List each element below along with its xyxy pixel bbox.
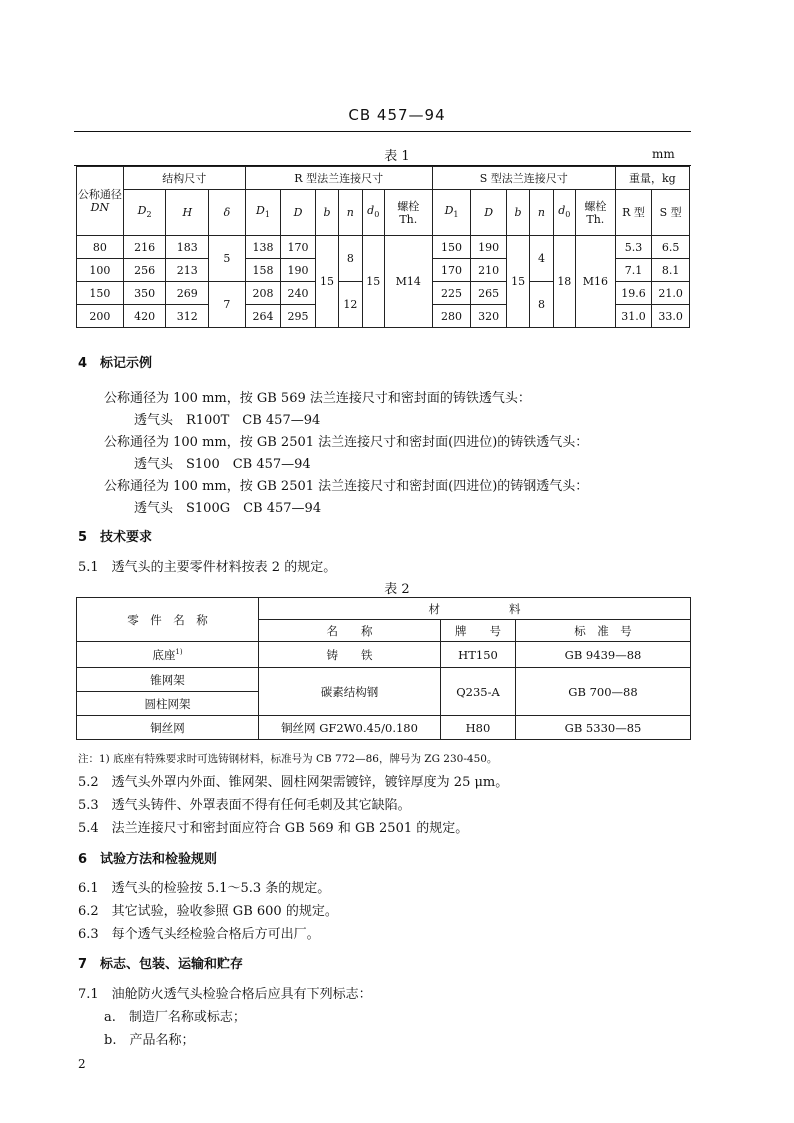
cell-r-d: 295	[281, 305, 316, 328]
cell-grade: Q235-A	[441, 668, 516, 716]
header-delta: δ	[209, 190, 246, 236]
section-5-title: 5 技术要求	[78, 530, 153, 545]
cell-h: 312	[166, 305, 209, 328]
cell-s-n: 4	[530, 236, 553, 282]
cell-r-d0: 15	[362, 236, 384, 328]
dimension-table	[76, 166, 690, 328]
cell-standard: GB 9439—88	[516, 642, 691, 668]
header-s-d1: $D_1$	[432, 190, 471, 236]
materials-table	[76, 597, 691, 740]
header-s-b: b	[506, 190, 529, 236]
table2-title: 表 2	[384, 582, 410, 597]
paragraph: 5.4 法兰连接尺寸和密封面应符合 GB 569 和 GB 2501 的规定。	[78, 821, 469, 836]
cell-r-d: 170	[281, 236, 316, 259]
paragraph: 公称通径为 100 mm，按 GB 2501 法兰连接尺寸和密封面(四进位)的铸铁透气头：	[104, 435, 589, 450]
header-s-flange: S 型法兰连接尺寸	[432, 167, 615, 190]
cell-r-d1: 208	[245, 282, 281, 305]
cell-weight-r: 5.3	[615, 236, 652, 259]
paragraph: 5.2 透气头外罩内外面、锥网架、圆柱网架需镀锌，镀锌厚度为 25 μm。	[78, 775, 509, 790]
cell-standard: GB 700—88	[516, 668, 691, 716]
cell-s-bolt: M16	[576, 236, 616, 328]
paragraph: 透气头 S100G CB 457—94	[134, 501, 322, 516]
header-name: 名 称	[259, 620, 441, 642]
page-number: 2	[78, 1057, 86, 1071]
cell-r-d: 240	[281, 282, 316, 305]
header-h: H	[166, 190, 209, 236]
cell-weight-s: 8.1	[652, 259, 690, 282]
cell-r-bolt: M14	[384, 236, 432, 328]
cell-dn: 100	[77, 259, 124, 282]
paragraph: 5.3 透气头铸件、外罩表面不得有任何毛刺及其它缺陷。	[78, 798, 411, 813]
section-7-title: 7 标志、包装、运输和贮存	[78, 957, 244, 972]
cell-h: 213	[166, 259, 209, 282]
paragraph: 透气头 R100T CB 457—94	[134, 413, 321, 428]
paragraph: 公称通径为 100 mm，按 GB 2501 法兰连接尺寸和密封面(四进位)的铸钢透气头：	[104, 479, 589, 494]
header-weight: 重量，kg	[615, 167, 689, 190]
cell-grade: H80	[441, 716, 516, 740]
paragraph: 5.1 透气头的主要零件材料按表 2 的规定。	[78, 560, 337, 575]
header-part-name: 零 件 名 称	[77, 598, 259, 642]
paragraph: 6.2 其它试验，验收参照 GB 600 的规定。	[78, 904, 338, 919]
table-row	[77, 642, 691, 668]
header-grade: 牌 号	[441, 620, 516, 642]
header-s-d: D	[471, 190, 507, 236]
table2-note: 注：1) 底座有特殊要求时可选铸钢材料，标准号为 CB 772—86，牌号为 ZG 230-450。	[78, 753, 498, 765]
cell-r-d1: 158	[245, 259, 281, 282]
cell-s-n: 8	[530, 282, 553, 328]
list-item: b. 产品名称；	[104, 1033, 195, 1048]
table-row	[77, 668, 691, 692]
cell-r-n: 8	[339, 236, 362, 282]
cell-delta: 5	[209, 236, 246, 282]
cell-standard: GB 5330—85	[516, 716, 691, 740]
cell-d2: 420	[123, 305, 166, 328]
cell-name: 碳素结构钢	[259, 668, 441, 716]
cell-d2: 216	[123, 236, 166, 259]
header-structure: 结构尺寸	[123, 167, 245, 190]
section-4-title: 4 标记示例	[78, 356, 153, 371]
table1-title: 表 1	[384, 149, 410, 164]
cell-s-d: 265	[471, 282, 507, 305]
cell-s-d1: 170	[432, 259, 471, 282]
cell-part: 锥网架	[77, 668, 259, 692]
cell-s-d1: 280	[432, 305, 471, 328]
cell-s-d: 210	[471, 259, 507, 282]
paragraph: 公称通径为 100 mm，按 GB 569 法兰连接尺寸和密封面的铸铁透气头：	[104, 391, 531, 406]
header-r-d: D	[281, 190, 316, 236]
cell-s-b: 15	[506, 236, 529, 328]
cell-d2: 350	[123, 282, 166, 305]
cell-s-d: 320	[471, 305, 507, 328]
cell-r-d1: 264	[245, 305, 281, 328]
cell-part: 铜丝网	[77, 716, 259, 740]
cell-weight-r: 7.1	[615, 259, 652, 282]
cell-name: 铜丝网 GF2W0.45/0.180	[259, 716, 441, 740]
header-r-bolt: 螺栓 Th.	[384, 190, 432, 236]
header-nominal-diameter: 公称通径 DN	[77, 167, 124, 236]
header-material: 材 料	[259, 598, 691, 620]
cell-name: 铸 铁	[259, 642, 441, 668]
cell-s-d: 190	[471, 236, 507, 259]
paragraph: 6.3 每个透气头经检验合格后方可出厂。	[78, 927, 320, 942]
cell-delta: 7	[209, 282, 246, 328]
table1-unit: mm	[652, 147, 675, 161]
cell-s-d1: 150	[432, 236, 471, 259]
cell-weight-r: 19.6	[615, 282, 652, 305]
cell-r-d: 190	[281, 259, 316, 282]
cell-weight-r: 31.0	[615, 305, 652, 328]
header-rule	[74, 131, 691, 132]
cell-r-d1: 138	[245, 236, 281, 259]
header-s-d0: $d_0$	[553, 190, 575, 236]
cell-weight-s: 33.0	[652, 305, 690, 328]
header-r-d0: $d_0$	[362, 190, 384, 236]
cell-weight-s: 21.0	[652, 282, 690, 305]
header-s-bolt: 螺栓 Th.	[576, 190, 616, 236]
cell-r-b: 15	[315, 236, 338, 328]
header-r-n: n	[339, 190, 362, 236]
cell-s-d1: 225	[432, 282, 471, 305]
cell-weight-s: 6.5	[652, 236, 690, 259]
cell-grade: HT150	[441, 642, 516, 668]
cell-dn: 150	[77, 282, 124, 305]
header-standard: 标 准 号	[516, 620, 691, 642]
cell-dn: 200	[77, 305, 124, 328]
cell-part: 底座$^{1)}$	[77, 642, 259, 668]
cell-h: 269	[166, 282, 209, 305]
cell-dn: 80	[77, 236, 124, 259]
header-r-d1: $D_1$	[245, 190, 281, 236]
table-row	[77, 236, 690, 259]
header-r-flange: R 型法兰连接尺寸	[245, 167, 432, 190]
header-d2: $D_2$	[123, 190, 166, 236]
header-weight-r: R 型	[615, 190, 652, 236]
section-6-title: 6 试验方法和检验规则	[78, 852, 218, 867]
paragraph: 透气头 S100 CB 457—94	[134, 457, 311, 472]
cell-h: 183	[166, 236, 209, 259]
header-weight-s: S 型	[652, 190, 690, 236]
list-item: a. 制造厂名称或标志；	[104, 1010, 246, 1025]
cell-r-n: 12	[339, 282, 362, 328]
header-r-b: b	[315, 190, 338, 236]
header-s-n: n	[530, 190, 553, 236]
cell-part: 圆柱网架	[77, 692, 259, 716]
paragraph: 6.1 透气头的检验按 5.1～5.3 条的规定。	[78, 881, 331, 896]
table-row	[77, 716, 691, 740]
paragraph: 7.1 油舱防火透气头检验合格后应具有下列标志：	[78, 987, 372, 1002]
page-header: CB 457—94	[348, 106, 446, 124]
cell-s-d0: 18	[553, 236, 575, 328]
cell-d2: 256	[123, 259, 166, 282]
